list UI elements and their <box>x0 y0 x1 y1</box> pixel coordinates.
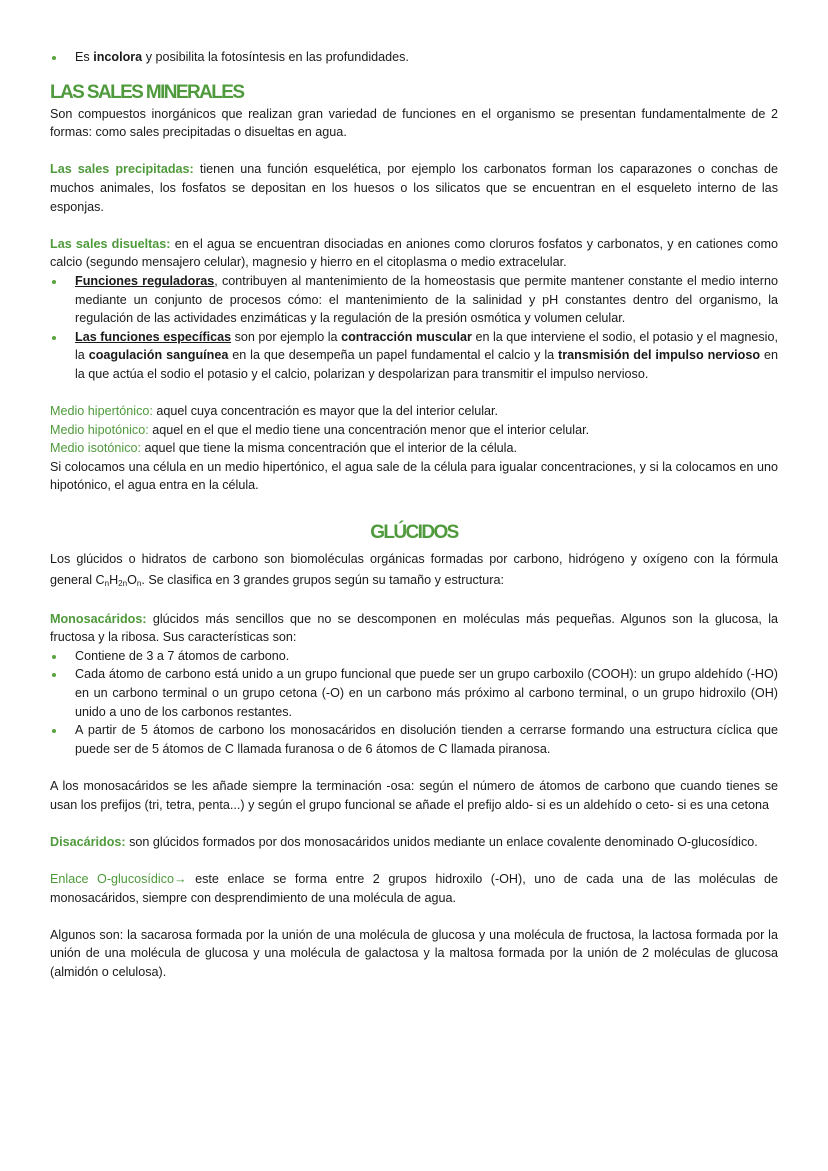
paragraph <box>50 439 778 458</box>
text: en la que desempeña un papel fundamental el calcio y la <box>228 348 559 363</box>
text: este enlace se forma entre 2 grupos hidroxilo (-OH), uno de cada una de las moléculas de monosacáridos, siempre con desprendimiento de una molécula de agua. <box>50 871 778 905</box>
emphasis-text: Las funciones específicas <box>75 329 232 344</box>
emphasis-text: Funciones reguladoras <box>75 273 215 288</box>
bullet-item <box>50 48 778 67</box>
paragraph <box>50 777 778 814</box>
paragraph <box>50 610 778 647</box>
text: aquel cuya concentración es mayor que la del interior celular. <box>152 404 499 419</box>
text: Es <box>75 50 94 64</box>
text: en la que actúa el sodio el potasio y el calcio, polarizan y despolarizan para transmitir el impulso nervioso. <box>75 348 778 381</box>
paragraph <box>50 833 778 852</box>
text: tienen una función esquelética, por ejemplo los carbonatos forman los caparazones o conchas de muchos animales, los fosfatos se depositan en los huesos o los silicatos que se encuentran en el esqueleto interno de las esponjas. <box>50 162 778 214</box>
emphasis-text: Medio isotónico: <box>50 441 142 456</box>
text: son por ejemplo la <box>231 329 342 344</box>
subscript: n <box>136 579 142 589</box>
bullet-item <box>50 272 778 328</box>
subscript: n <box>104 579 110 589</box>
text: Son compuestos inorgánicos que realizan gran variedad de funciones en el organismo se presentan fundamentalmente de 2 formas: como sales precipitadas o disueltas en agua. <box>50 106 778 140</box>
section-heading <box>50 81 778 105</box>
emphasis-text: Medio hipotónico: <box>50 422 149 437</box>
text: . Se clasifica en 3 grandes grupos según su tamaño y estructura: <box>141 573 504 588</box>
text: son glúcidos formados por dos monosacáridos unidos mediante un enlace covalente denominado O-glucosídico. <box>125 834 758 849</box>
emphasis-text: Las sales precipitadas: <box>50 162 194 177</box>
text: LAS SALES MINERALES <box>50 81 244 103</box>
text: O <box>127 573 137 588</box>
paragraph <box>50 235 778 272</box>
paragraph <box>50 549 778 591</box>
bullet-item <box>50 328 778 384</box>
paragraph <box>50 402 778 421</box>
paragraph <box>50 926 778 982</box>
text: H <box>109 573 119 588</box>
emphasis-text: Enlace O-glucosídico→ <box>50 871 187 886</box>
emphasis-text: contracción muscular <box>341 329 472 344</box>
text: Algunos son: la sacarosa formada por la unión de una molécula de glucosa y una molécula de fructosa, la lactosa formada por la unión de una molécula de glucosa y una molécula de galactosa y la maltosa formada por la unión de 2 moléculas de glucosa (almidón o celulosa). <box>50 927 778 979</box>
paragraph <box>50 105 778 142</box>
emphasis-text: Monosacáridos: <box>50 611 147 626</box>
emphasis-text: Medio hipertónico: <box>50 404 153 419</box>
text: A los monosacáridos se les añade siempre la terminación -osa: según el número de átomos de carbono que cuando tienes se usan los prefijos (tri, tetra, penta...) y según el grupo funcional se añade el prefijo aldo- si es un aldehído o ceto- si es una cetona <box>50 779 778 812</box>
bullet-item <box>50 647 778 666</box>
bullet-item <box>50 721 778 758</box>
paragraph <box>50 421 778 440</box>
text: Los glúcidos o hidratos de carbono son biomoléculas orgánicas formadas por carbono, hidrógeno y oxígeno con la fórmula general C <box>50 552 778 588</box>
text: , contribuyen al mantenimiento de la homeostasis que permite mantener constante el medio interno mediante un conjunto de procesos cómo: el mantenimiento de la salinidad y pH constantes dentro del organismo, la regulación de las actividades enzimáticas y la regulación de la presión osmótica y volumen celular. <box>75 273 778 326</box>
text: y posibilita la fotosíntesis en las profundidades. <box>142 50 409 64</box>
text: aquel que tiene la misma concentración que el interior de la célula. <box>141 441 517 456</box>
paragraph <box>50 458 778 495</box>
document-page <box>50 48 778 982</box>
text: Contiene de 3 a 7 átomos de carbono. <box>75 648 290 663</box>
text: glúcidos más sencillos que no se descomponen en moléculas más pequeñas. Algunos son la glucosa, la fructosa y la ribosa. Sus características son: <box>50 611 778 645</box>
emphasis-text: transmisión del impulso nervioso <box>558 348 761 363</box>
text: GLÚCIDOS <box>370 522 458 544</box>
paragraph <box>50 160 778 216</box>
paragraph <box>50 870 778 907</box>
emphasis-text: incolora <box>93 50 143 64</box>
subscript: 2n <box>118 579 128 589</box>
section-heading <box>50 521 778 545</box>
text: A partir de 5 átomos de carbono los monosacáridos en disolución tienden a cerrarse formando una estructura cíclica que puede ser de 5 átomos de C llamada furanosa o de 6 átomos de C llamada piranosa. <box>75 723 778 756</box>
text: Cada átomo de carbono está unido a un grupo funcional que puede ser un grupo carboxilo (COOH): un grupo aldehído (-HO) en un carbono terminal o un grupo cetona (-O) en un carbono más próximo al carbono terminal, o un grupo hidroxilo (OH) unido a uno de los carbonos restantes. <box>75 667 778 719</box>
emphasis-text: Disacáridos: <box>50 834 126 849</box>
text: Si colocamos una célula en un medio hipertónico, el agua sale de la célula para igualar concentraciones, y si la colocamos en uno hipotónico, el agua entra en la célula. <box>50 459 778 493</box>
text: en la que interviene el sodio, el potasio y el magnesio, la <box>75 329 778 363</box>
text: en el agua se encuentran disociadas en aniones como cloruros fosfatos y carbonatos, y en cationes como calcio (segundo mensajero celular), magnesio y hierro en el citoplasma o medio extracelular. <box>50 236 778 270</box>
emphasis-text: coagulación sanguínea <box>88 348 229 363</box>
bullet-item <box>50 665 778 721</box>
text: aquel en el que el medio tiene una concentración menor que el interior celular. <box>148 422 590 437</box>
emphasis-text: Las sales disueltas: <box>50 236 171 251</box>
